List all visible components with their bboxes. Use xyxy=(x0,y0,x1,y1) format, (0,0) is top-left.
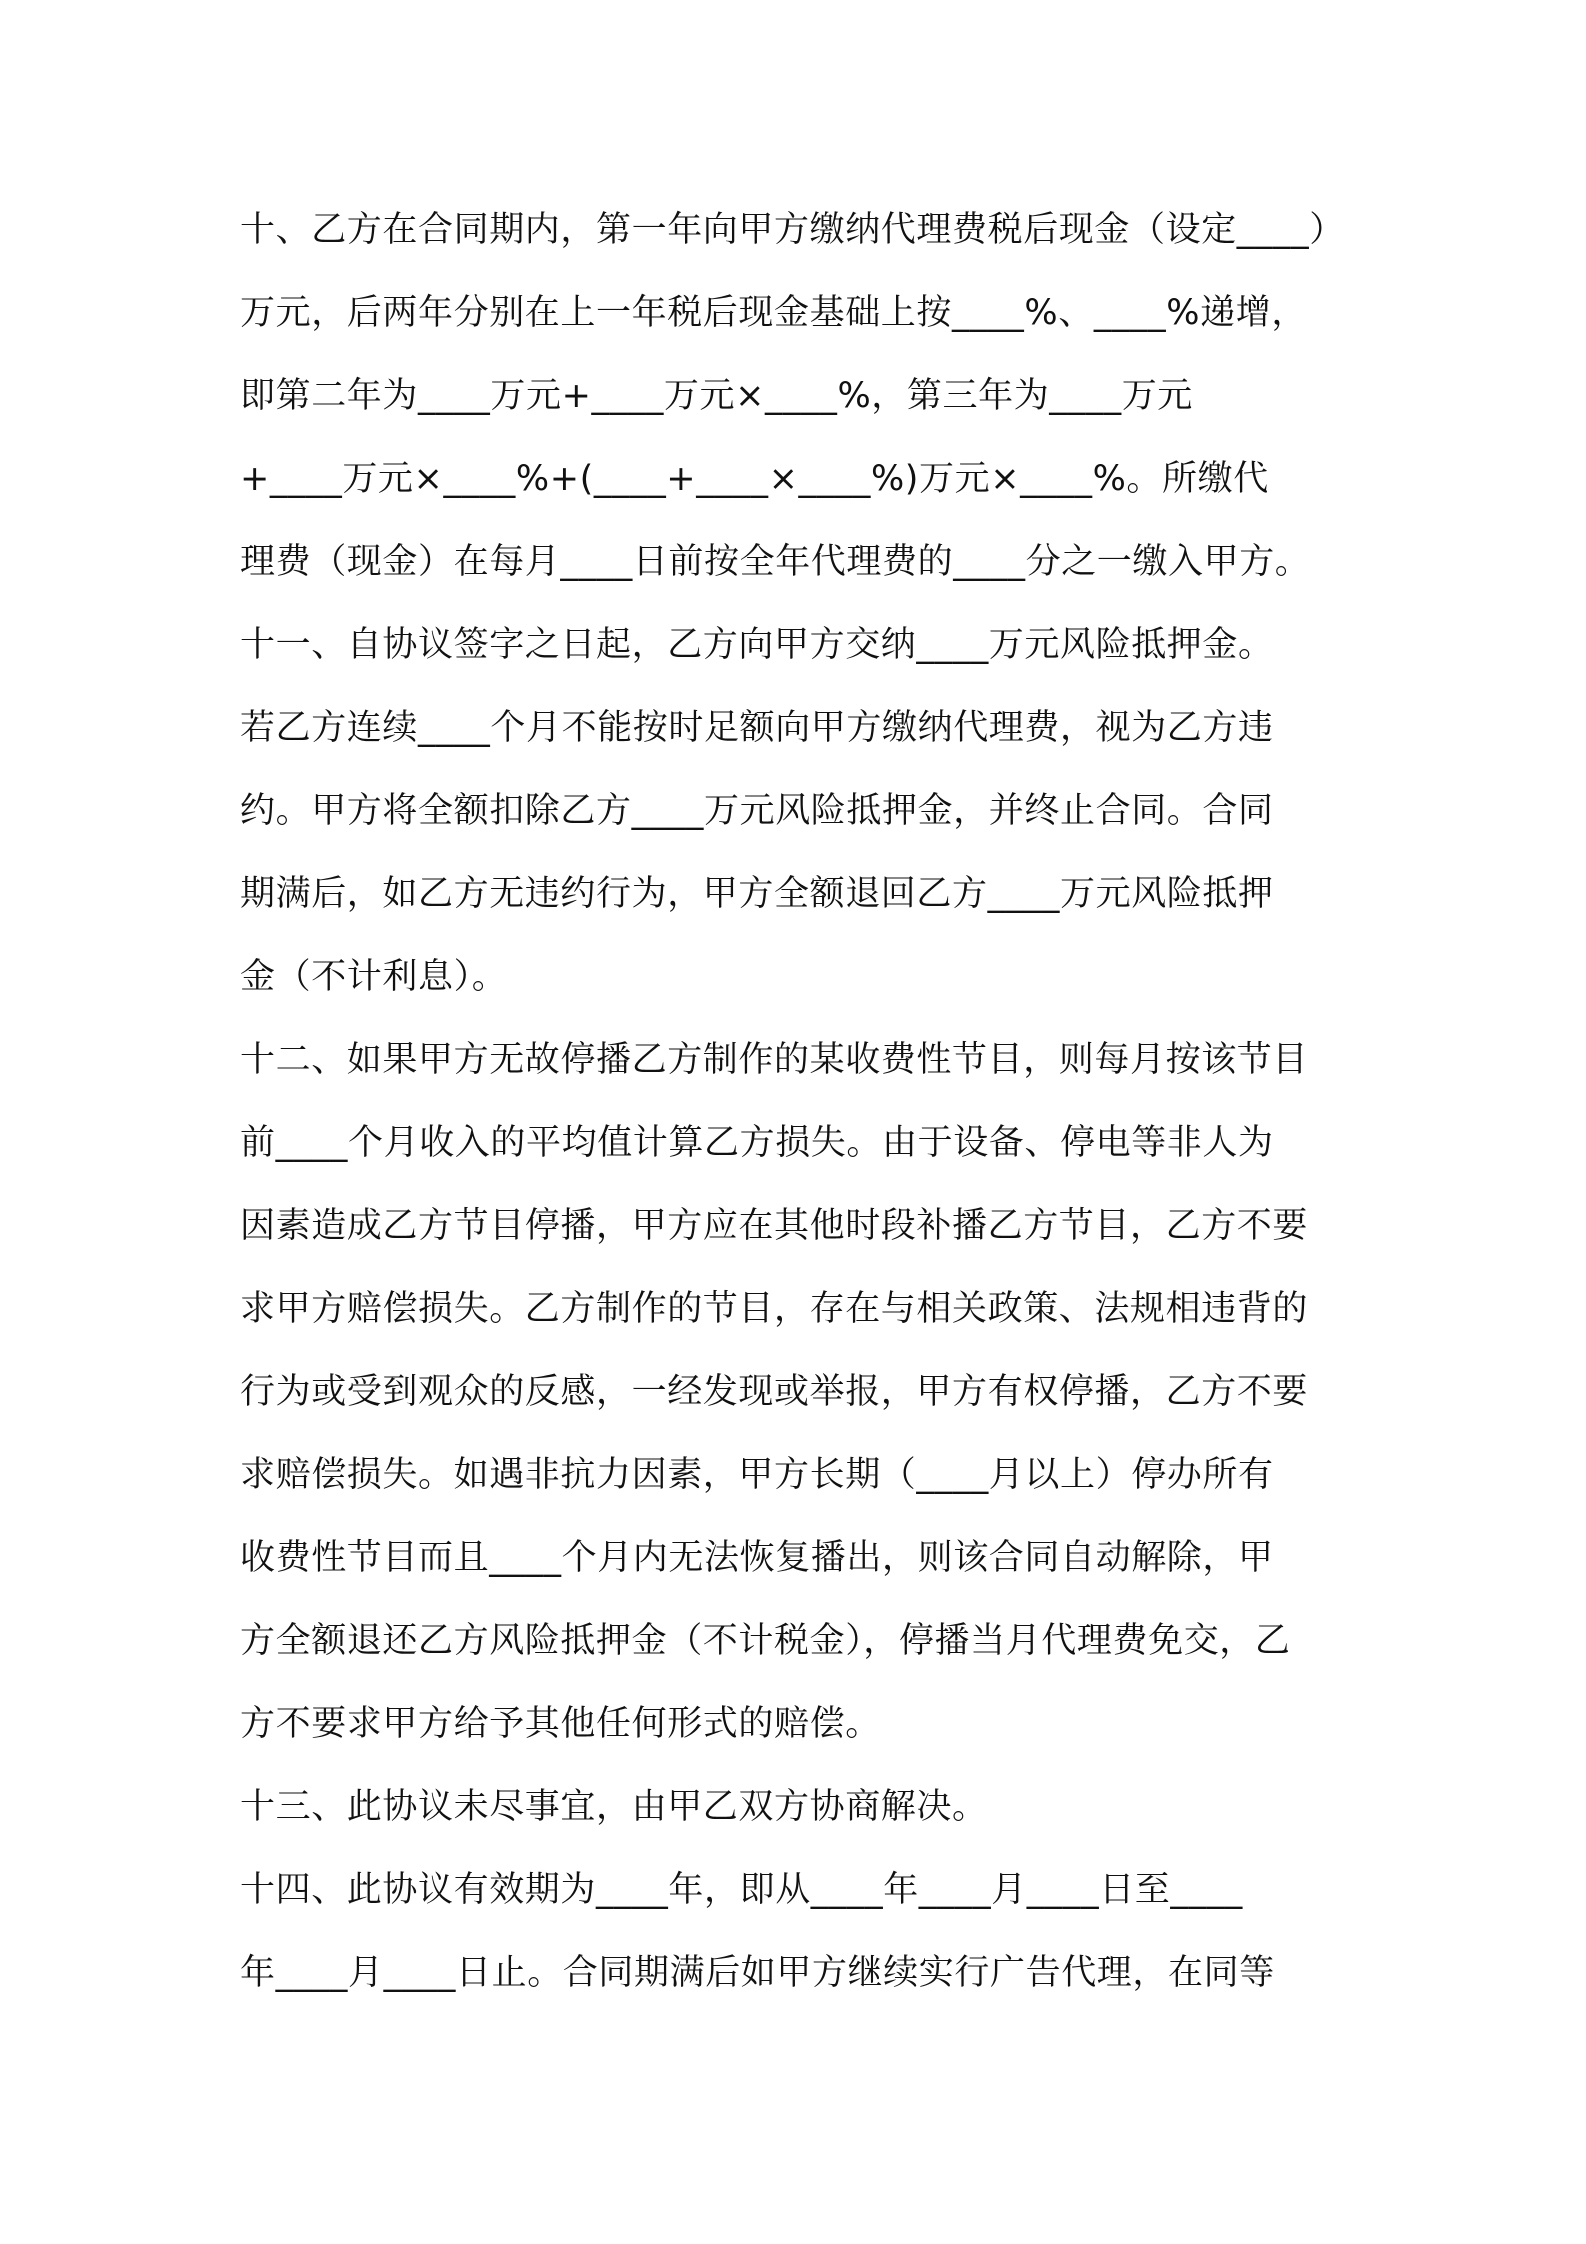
text-line-3: 即第二年为____万元+____万元×____%，第三年为____万元 xyxy=(240,376,1193,416)
text-line-13: 因素造成乙方节目停播，甲方应在其他时段补播乙方节目，乙方不要 xyxy=(240,1206,1309,1246)
text-line-14: 求甲方赔偿损失。乙方制作的节目，存在与相关政策、法规相违背的 xyxy=(240,1289,1309,1329)
text-line-21: 十四、此协议有效期为____年，即从____年____月____日至____ xyxy=(240,1870,1243,1910)
text-line-2: 万元，后两年分别在上一年税后现金基础上按____%、____%递增， xyxy=(240,293,1307,333)
text-line-18: 方全额退还乙方风险抵押金（不计税金），停播当月代理费免交，乙 xyxy=(240,1621,1291,1661)
text-line-7: 若乙方连续____个月不能按时足额向甲方缴纳代理费，视为乙方违 xyxy=(240,708,1274,748)
text-line-11: 十二、如果甲方无故停播乙方制作的某收费性节目，则每月按该节目 xyxy=(240,1040,1309,1080)
text-line-4: +____万元×____%+(____+____×____%)万元×____%。所缴代 xyxy=(240,459,1269,499)
text-line-20: 十三、此协议未尽事宜，由甲乙双方协商解决。 xyxy=(240,1787,988,1827)
text-line-19: 方不要求甲方给予其他任何形式的赔偿。 xyxy=(240,1704,881,1744)
text-line-22: 年____月____日止。合同期满后如甲方继续实行广告代理，在同等 xyxy=(240,1953,1275,1993)
text-line-10: 金（不计利息）。 xyxy=(240,957,508,997)
text-line-1: 十、乙方在合同期内，第一年向甲方缴纳代理费税后现金（设定____） xyxy=(240,210,1345,250)
text-line-17: 收费性节目而且____个月内无法恢复播出，则该合同自动解除，甲 xyxy=(240,1538,1274,1578)
text-line-16: 求赔偿损失。如遇非抗力因素，甲方长期（____月以上）停办所有 xyxy=(240,1455,1274,1495)
text-line-15: 行为或受到观众的反感，一经发现或举报，甲方有权停播，乙方不要 xyxy=(240,1372,1309,1412)
text-line-5: 理费（现金）在每月____日前按全年代理费的____分之一缴入甲方。 xyxy=(240,542,1311,582)
text-line-12: 前____个月收入的平均值计算乙方损失。由于设备、停电等非人为 xyxy=(240,1123,1274,1163)
text-line-8: 约。甲方将全额扣除乙方____万元风险抵押金，并终止合同。合同 xyxy=(240,791,1274,831)
text-line-9: 期满后，如乙方无违约行为，甲方全额退回乙方____万元风险抵押 xyxy=(240,874,1274,914)
text-line-6: 十一、自协议签字之日起，乙方向甲方交纳____万元风险抵押金。 xyxy=(240,625,1274,665)
